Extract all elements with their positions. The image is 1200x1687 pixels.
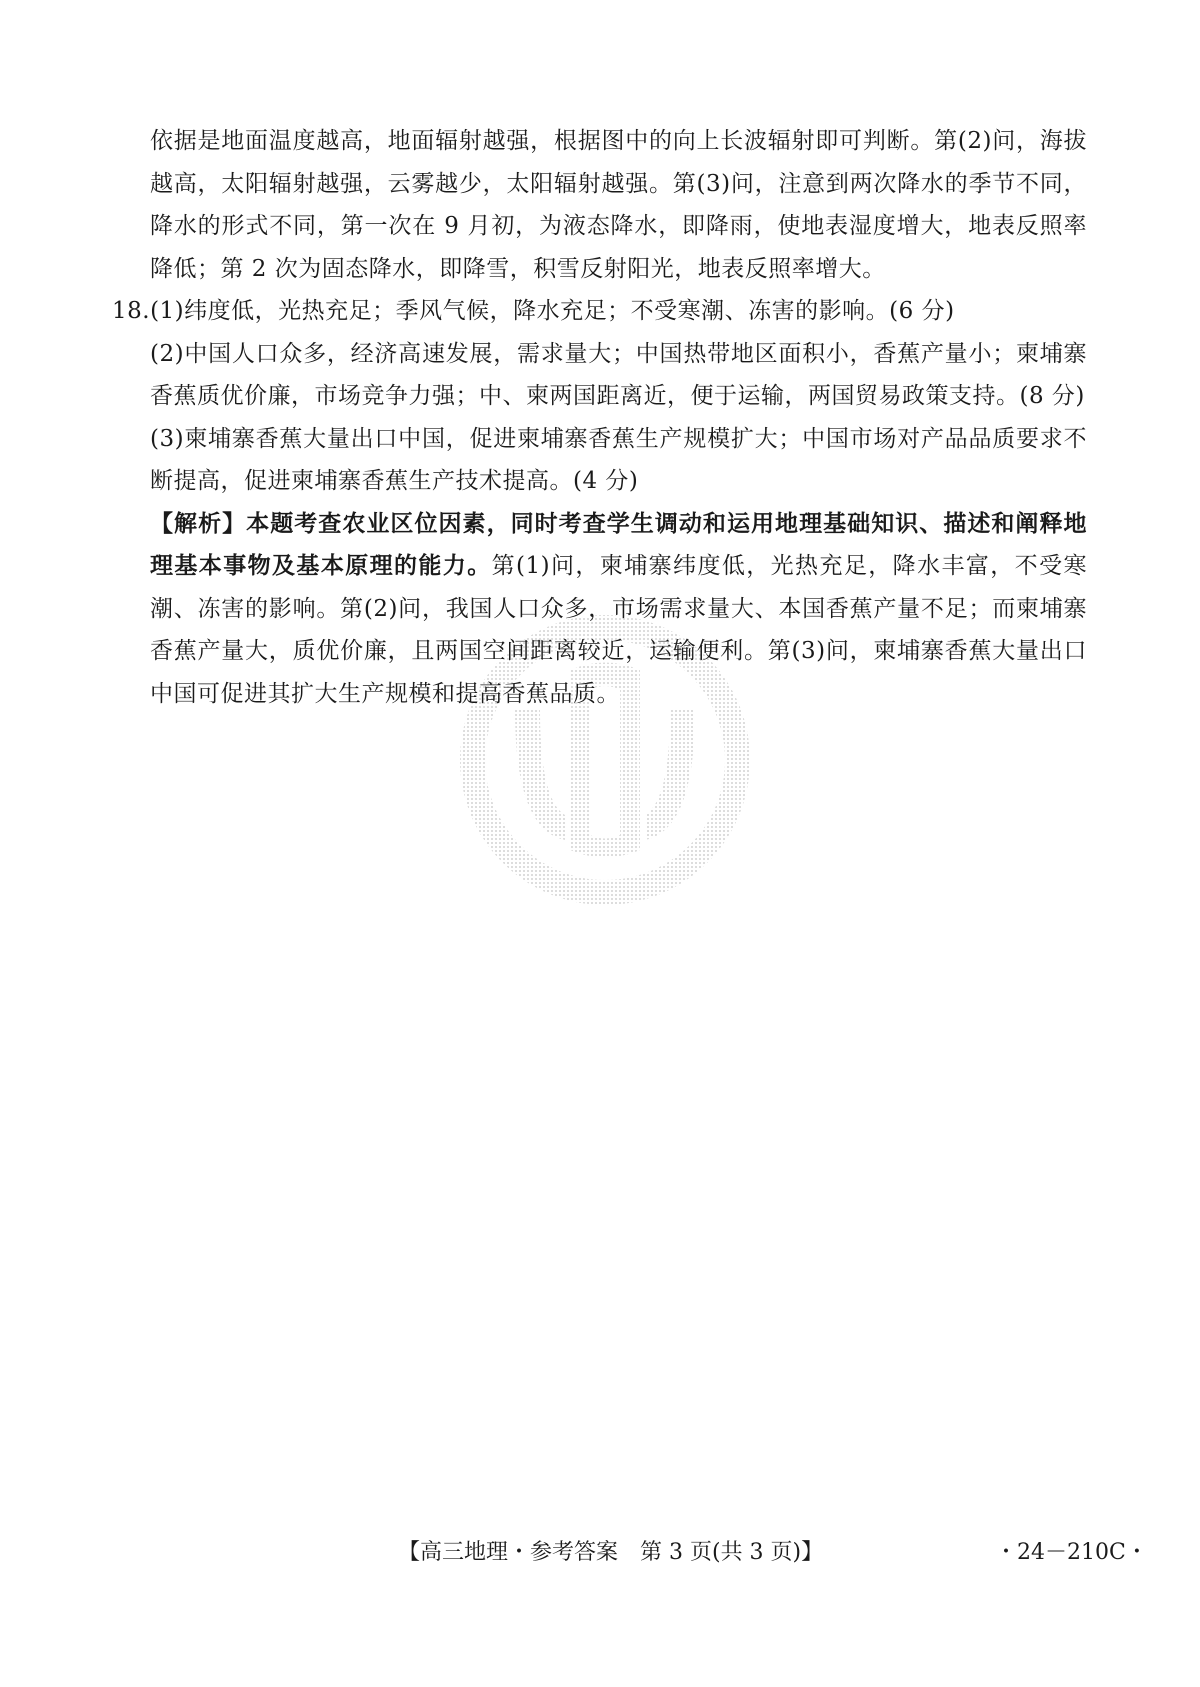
- intro-paragraph: 依据是地面温度越高，地面辐射越强，根据图中的向上长波辐射即可判断。第(2)问，海拔越高，太阳辐射越强，云雾越少，太阳辐射越强。第(3)问，注意到两次降水的季节不同，降水的形式不同，第一次在 9 月初，为液态降水，即降雨，使地表湿度增大，地表反照率降低；第 2 次为固态降水，即降雪，积雪反射阳光，地表反照率增大。: [150, 128, 1087, 282]
- analysis-text: 第(1)问，柬埔寨纬度低，光热充足，降水丰富，不受寒潮、冻害的影响。第(2)问，我国人口众多，市场需求量大、本国香蕉产量不足；而柬埔寨香蕉产量大，质优价廉，且两国空间距离较近，运输便利。第(3)问，柬埔寨香蕉大量出口中国可促进其扩大生产规模和提高香蕉品质。: [150, 553, 1087, 707]
- question-18-part1: [112, 290, 1087, 333]
- question-18-part2: (2)中国人口众多，经济高速发展，需求量大；中国热带地区面积小，香蕉产量小；柬埔寨香蕉质优价廉，市场竞争力强；中、柬两国距离近，便于运输，两国贸易政策支持。(8 分): [150, 340, 1087, 409]
- analysis-paragraph: [112, 503, 1087, 716]
- footer-page-info: 【高三地理・参考答案 第 3 页(共 3 页)】: [398, 1540, 824, 1565]
- analysis-label: 【解析】: [150, 509, 247, 537]
- footer-code: ・24－210C・: [995, 1540, 1148, 1565]
- answer-content: [112, 120, 1087, 715]
- question-18-part3: (3)柬埔寨香蕉大量出口中国，促进柬埔寨香蕉生产规模扩大；中国市场对产品品质要求不断提高，促进柬埔寨香蕉生产技术提高。(4 分): [150, 425, 1087, 494]
- question-18-part1-text: (1)纬度低，光热充足；季风气候，降水充足；不受寒潮、冻害的影响。(6 分): [150, 298, 955, 324]
- analysis-bold-text: 本题考查农业区位因素，同时考查学生调动和运用地理基础知识、描述和阐释地理基本事物及基本原理的能力。: [150, 509, 1088, 579]
- question-18-number: 18.: [112, 298, 151, 324]
- page-footer: [0, 1535, 1200, 1565]
